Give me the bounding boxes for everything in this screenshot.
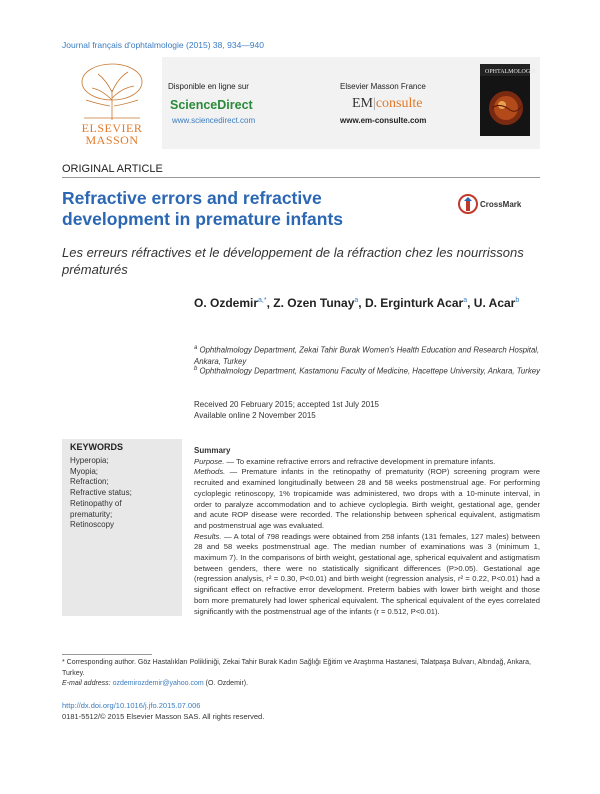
em-logo-part-a: EM bbox=[352, 96, 373, 111]
keyword-item: Refraction; bbox=[70, 477, 109, 487]
author-name[interactable]: , D. Erginturk Acar bbox=[358, 296, 464, 310]
em-logo-part-b: consulte bbox=[375, 96, 423, 111]
keyword-item: Refractive status; bbox=[70, 488, 132, 498]
keyword-item: prematurity; bbox=[70, 509, 113, 519]
affiliation-sup: b bbox=[194, 366, 198, 372]
affiliation-text: Ophthalmology Department, Kastamonu Faculty of Medicine, Hacettepe University, Ankara, Turkey bbox=[199, 366, 540, 376]
email-label: E-mail address: bbox=[62, 680, 111, 687]
summary-block bbox=[194, 446, 540, 617]
sciencedirect-link[interactable]: www.sciencedirect.com bbox=[172, 116, 256, 125]
footnote bbox=[62, 658, 540, 690]
em-consulte-logo[interactable] bbox=[352, 96, 422, 112]
corresponding-author: * Corresponding author. Göz Hastalıkları Polikliniği, Zekai Tahir Burak Kadın Sağlığı Eğitim ve Araştırma Hastanesi, Talatpaşa Bulvarı, Altındağ, Ankara, Turkey. bbox=[62, 659, 531, 677]
email-link[interactable]: ozdemirozdemir@yahoo.com bbox=[112, 680, 204, 687]
doi-link[interactable]: http://dx.doi.org/10.1016/j.jfo.2015.07.006 bbox=[62, 701, 201, 710]
purpose-text: — To examine refractive errors and refractive development in premature infants. bbox=[224, 456, 496, 466]
author-sup[interactable]: b bbox=[515, 297, 520, 304]
author-sup[interactable]: a bbox=[463, 297, 468, 304]
keyword-item: Retinopathy of bbox=[70, 498, 122, 508]
author-name[interactable]: , U. Acar bbox=[467, 296, 516, 310]
summary-methods bbox=[194, 467, 540, 531]
french-title: Les erreurs réfractives et le développement de la réfraction chez les nourrissons prématurés bbox=[62, 245, 524, 277]
email-suffix: (O. Ozdemir). bbox=[203, 680, 249, 687]
elsevier-tree-logo-icon bbox=[72, 60, 152, 122]
article-type: ORIGINAL ARTICLE bbox=[62, 163, 163, 175]
keyword-item: Myopia; bbox=[70, 466, 99, 476]
crossmark-label[interactable]: CrossMark bbox=[480, 200, 522, 209]
affiliation-sup: a bbox=[194, 345, 198, 351]
methods-text: — Premature infants in the retinopathy of prematurity (ROP) screening program were recruited and examined longitudinally between 28 and 58 weeks postmenstrual age. For performing cycloplegic retinoscopy, 1% tropicamide was administered, two drops with a 10-minute interval, in order to paralyze accommodation and to achieve cycloplegia. Birth weight, gestational age, gender and acute ROP disease were recorded. The relationship between spherical equivalent, astigmatism and postmenstrual age was evaluated. bbox=[194, 467, 540, 530]
keyword-item: Retinoscopy bbox=[70, 520, 115, 530]
author-name[interactable]: O. Ozdemir bbox=[194, 296, 259, 310]
journal-cover-image-icon bbox=[480, 64, 536, 136]
keyword-item: Hyperopia; bbox=[70, 456, 109, 465]
keywords-title: KEYWORDS bbox=[70, 442, 124, 452]
purpose-label: Purpose. bbox=[194, 456, 225, 466]
em-logo-separator: | bbox=[373, 96, 376, 111]
summary-heading: Summary bbox=[194, 446, 231, 455]
results-text: — A total of 798 readings were obtained from 258 infants (131 females, 127 males) between 28 and 58 weeks postmenstrual age. The median number of examinations was 3 (minimum 1, maximum 7). In the comparisons of birth weight, gestational age, spherical equivalent and astigmatism between genders, there were no statistically significant differences (P>0.05). Gestational age (regression analysis, r² = 0.30, P<0.01) and birth weight (regression analysis, r² = 0.22, P<0.01) had a significant effect on refractive error development. Preterm babies with lower birth weight and those born more prematurely had lower spherical equivalent. The spherical equivalent of the eyes correlated significantly with the postmenstrual age of the infants (r = 0.512, P<0.01). bbox=[194, 531, 540, 616]
affiliation-b bbox=[194, 364, 540, 377]
email-line bbox=[62, 679, 540, 690]
results-label: Results. bbox=[194, 531, 222, 541]
crossmark-icon[interactable] bbox=[458, 193, 478, 215]
methods-label: Methods. bbox=[194, 467, 226, 477]
online-date: Available online 2 November 2015 bbox=[194, 411, 316, 420]
publisher-name bbox=[62, 122, 162, 146]
summary-purpose bbox=[194, 457, 540, 468]
em-label: Elsevier Masson France bbox=[340, 82, 426, 91]
available-label: Disponible en ligne sur bbox=[168, 82, 249, 91]
header-divider bbox=[62, 177, 540, 178]
summary-results bbox=[194, 532, 540, 618]
author-sup[interactable]: a,* bbox=[258, 297, 267, 304]
copyright: 0181-5512/© 2015 Elsevier Masson SAS. All rights reserved. bbox=[62, 712, 265, 721]
received-date: Received 20 February 2015; accepted 1st July 2015 bbox=[194, 400, 380, 409]
author-list bbox=[194, 292, 540, 312]
author-name[interactable]: , Z. Ozen Tunay bbox=[266, 296, 355, 310]
affiliation-text: Ophthalmology Department, Zekai Tahir Burak Women's Health Education and Research Hospital, Ankara, Turkey bbox=[194, 345, 540, 366]
article-title: Refractive errors and refractive development in premature infants bbox=[62, 188, 344, 229]
article-dates bbox=[194, 399, 379, 421]
doi-block bbox=[62, 700, 264, 722]
em-consulte-link[interactable]: www.em-consulte.com bbox=[340, 116, 427, 125]
author-sup[interactable]: a bbox=[354, 297, 359, 304]
keywords-list bbox=[70, 456, 182, 531]
sciencedirect-logo[interactable]: ScienceDirect bbox=[170, 98, 253, 112]
journal-citation[interactable]: Journal français d'ophtalmologie (2015) 38, 934—940 bbox=[62, 40, 264, 50]
footnote-divider bbox=[62, 654, 152, 655]
svg-text:OPHTALMOLOGIE: OPHTALMOLOGIE bbox=[485, 69, 536, 75]
publisher-name-line1: ELSEVIER bbox=[81, 121, 143, 135]
publisher-name-line2: MASSON bbox=[85, 133, 139, 147]
